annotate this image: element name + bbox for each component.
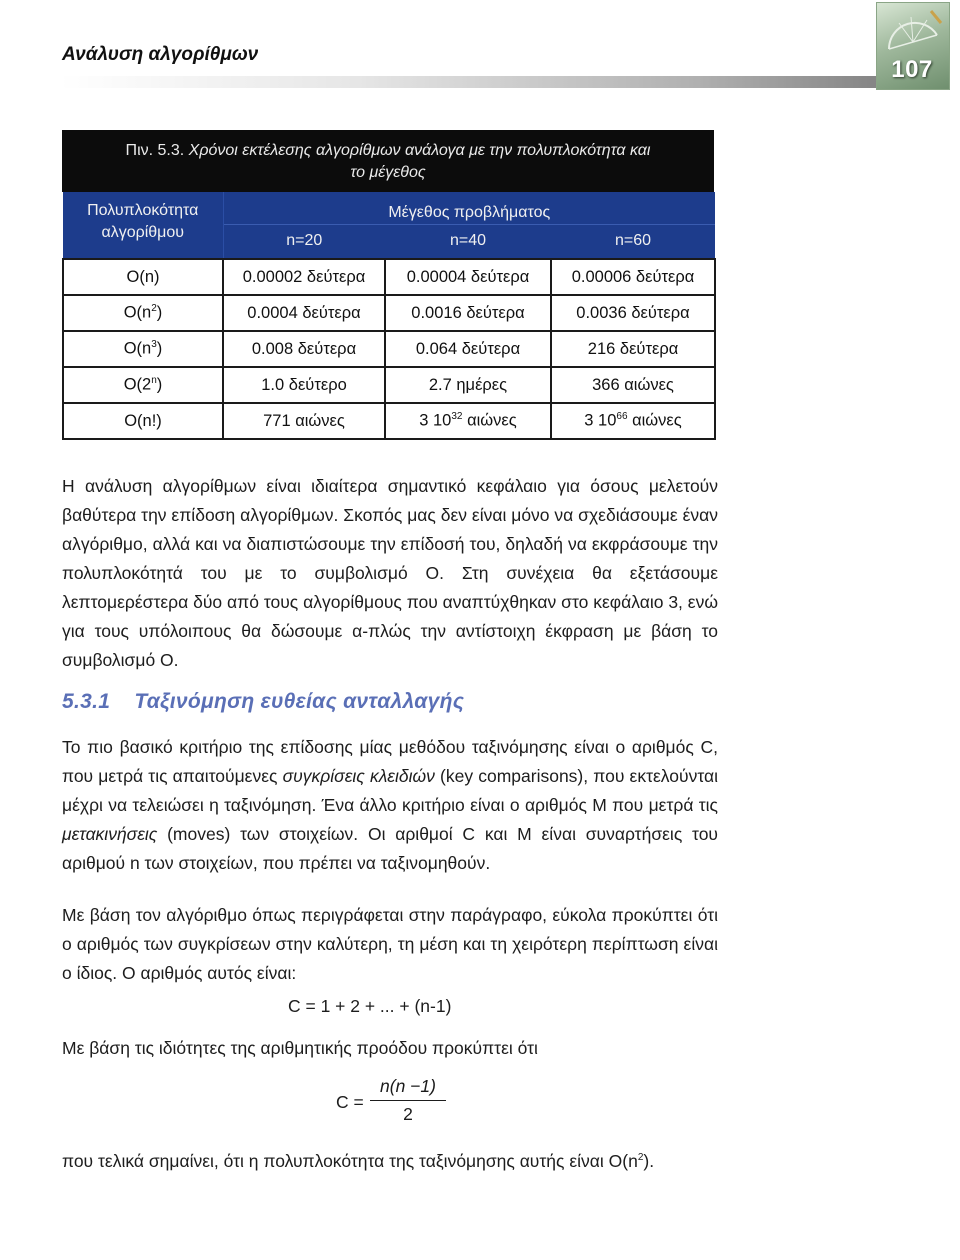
- cell-complexity: O(n): [63, 259, 223, 295]
- complexity-base: O(n: [123, 303, 152, 322]
- protractor-icon: [883, 5, 943, 63]
- page-number: 107: [891, 56, 933, 83]
- value-unit: αιώνες: [627, 411, 682, 430]
- value-unit: αιώνες: [462, 411, 517, 430]
- criteria-text-1: Το πιο βασικό κριτήριο της επίδοσης μίας μεθόδου ταξινόμησης είναι ο αριθμός C, που μετρά τις απαιτούμενες: [62, 737, 718, 786]
- header-n40: n=40: [385, 224, 551, 259]
- complexity-end: ): [156, 339, 163, 358]
- header-complexity-line1: Πολυπλοκότητα: [87, 202, 199, 219]
- table-row: [63, 367, 715, 403]
- cell-complexity: [63, 295, 223, 331]
- section-title: Ταξινόμηση ευθείας ανταλλαγής: [134, 690, 465, 713]
- header-complexity-line2: αλγορίθμου: [101, 224, 185, 241]
- value-base: 3 10: [584, 411, 617, 430]
- conclusion-end: ).: [643, 1150, 655, 1171]
- cell-value: 0.00002 δεύτερα: [223, 259, 385, 295]
- cell-value: [385, 403, 551, 439]
- section-number: 5.3.1: [62, 690, 111, 713]
- criteria-emphasis-1: συγκρίσεις κλειδιών: [282, 766, 435, 786]
- cell-value: 0.0016 δεύτερα: [385, 295, 551, 331]
- complexity-base: O(n: [123, 339, 152, 358]
- value-exponent: 32: [451, 411, 463, 423]
- table-row: [63, 331, 715, 367]
- progression-paragraph: Με βάση τις ιδιότητες της αριθμητικής προόδου προκύπτει ότι: [62, 1038, 538, 1058]
- criteria-paragraph: [62, 733, 718, 878]
- comparisons-paragraph: Με βάση τον αλγόριθμο όπως περιγράφεται στην παράγραφο, εύκολα προκύπτει ότι ο αριθμός των συγκρίσεων στην καλύτερη, τη μέση και τη χειρότερη περίπτωση είναι ο ίδιος. Ο αριθμός αυτός είναι:: [62, 905, 718, 983]
- cell-value: 771 αιώνες: [223, 403, 385, 439]
- data-table: [62, 192, 716, 440]
- cell-complexity: [63, 331, 223, 367]
- criteria-text-2: (key comparisons), που εκτελούνται μέχρι να τελειώσει η ταξινόμηση. Ένα άλλο κριτήριο είναι ο αριθμός M που μετρά τις: [62, 766, 719, 815]
- header-n20: n=20: [223, 224, 385, 259]
- complexity-table: [62, 130, 714, 440]
- criteria-emphasis-2: μετακινήσεις: [62, 824, 158, 844]
- cell-value: 2.7 ημέρες: [385, 367, 551, 403]
- running-header-title: Ανάλυση αλγορίθμων: [62, 44, 259, 65]
- caption-text-line2: το μέγεθος: [350, 164, 426, 181]
- complexity-end: ): [156, 303, 163, 322]
- fraction-numerator: n(n −1): [380, 1076, 436, 1096]
- header-complexity: [63, 192, 223, 259]
- fraction-lhs: C =: [336, 1092, 364, 1112]
- criteria-text-3: (moves) των στοιχείων. Οι αριθμοί C και M είναι συναρτήσεις του αριθμού n των στοιχείων, που πρέπει να ταξινομηθούν.: [62, 824, 718, 873]
- complexity-exponent: n: [151, 375, 157, 387]
- fraction-formula: [370, 1076, 446, 1125]
- conclusion-paragraph: [62, 1143, 718, 1176]
- table-row: [63, 259, 715, 295]
- complexity-end: ): [156, 375, 163, 394]
- cell-value: 0.0036 δεύτερα: [551, 295, 715, 331]
- conclusion-exponent: 2: [637, 1152, 644, 1163]
- complexity-exponent: 2: [151, 303, 157, 315]
- table-row: [63, 403, 715, 439]
- caption-text-line1: Χρόνοι εκτέλεσης αλγορίθμων ανάλογα με την πολυπλοκότητα και: [188, 142, 651, 159]
- cell-complexity: O(n!): [63, 403, 223, 439]
- cell-value: 366 αιώνες: [551, 367, 715, 403]
- fraction-denominator: 2: [403, 1104, 413, 1124]
- cell-value: 216 δεύτερα: [551, 331, 715, 367]
- cell-value: 0.00004 δεύτερα: [385, 259, 551, 295]
- complexity-exponent: 3: [151, 339, 157, 351]
- cell-value: 0.064 δεύτερα: [385, 331, 551, 367]
- cell-value: 1.0 δεύτερο: [223, 367, 385, 403]
- table-row: [63, 295, 715, 331]
- sum-formula: C = 1 + 2 + ... + (n-1): [288, 996, 452, 1016]
- intro-paragraph: Η ανάλυση αλγορίθμων είναι ιδιαίτερα σημαντικό κεφάλαιο για όσους μελετούν βαθύτερα την επίδοση αλγορίθμων. Σκοπός μας δεν είναι μόνο να σχεδιάσουμε έναν αλγόριθμο, αλλά και να διαπιστώσουμε την επίδοσή του, δηλαδή να εκφράσουμε την πολυπλοκότητά του με το συμβολισμό O. Στη συνέχεια θα εξετάσουμε λεπτομερέστερα δύο από τους αλγορίθμους που αναπτύχθηκαν στο κεφάλαιο 3, ενώ για τους υπόλοιπους θα δώσουμε α-πλώς την αντίστοιχη έκφραση με βάση το συμβολισμό O.: [62, 476, 718, 670]
- complexity-base: O(2: [123, 375, 152, 394]
- cell-value: [551, 403, 715, 439]
- table-caption: [62, 130, 714, 192]
- cell-value: 0.008 δεύτερα: [223, 331, 385, 367]
- cell-complexity: [63, 367, 223, 403]
- conclusion-text: που τελικά σημαίνει, ότι η πολυπλοκότητα της ταξινόμησης αυτής είναι O(n: [62, 1150, 638, 1171]
- header-rule: [60, 76, 910, 88]
- value-exponent: 66: [616, 411, 628, 423]
- section-heading: [62, 690, 464, 714]
- fraction-bar: [370, 1100, 446, 1101]
- cell-value: 0.00006 δεύτερα: [551, 259, 715, 295]
- header-problem-size: Μέγεθος προβλήματος: [223, 192, 715, 224]
- header-n60: n=60: [551, 224, 715, 259]
- cell-value: 0.0004 δεύτερα: [223, 295, 385, 331]
- value-base: 3 10: [419, 411, 452, 430]
- caption-label: Πιν. 5.3.: [125, 142, 185, 159]
